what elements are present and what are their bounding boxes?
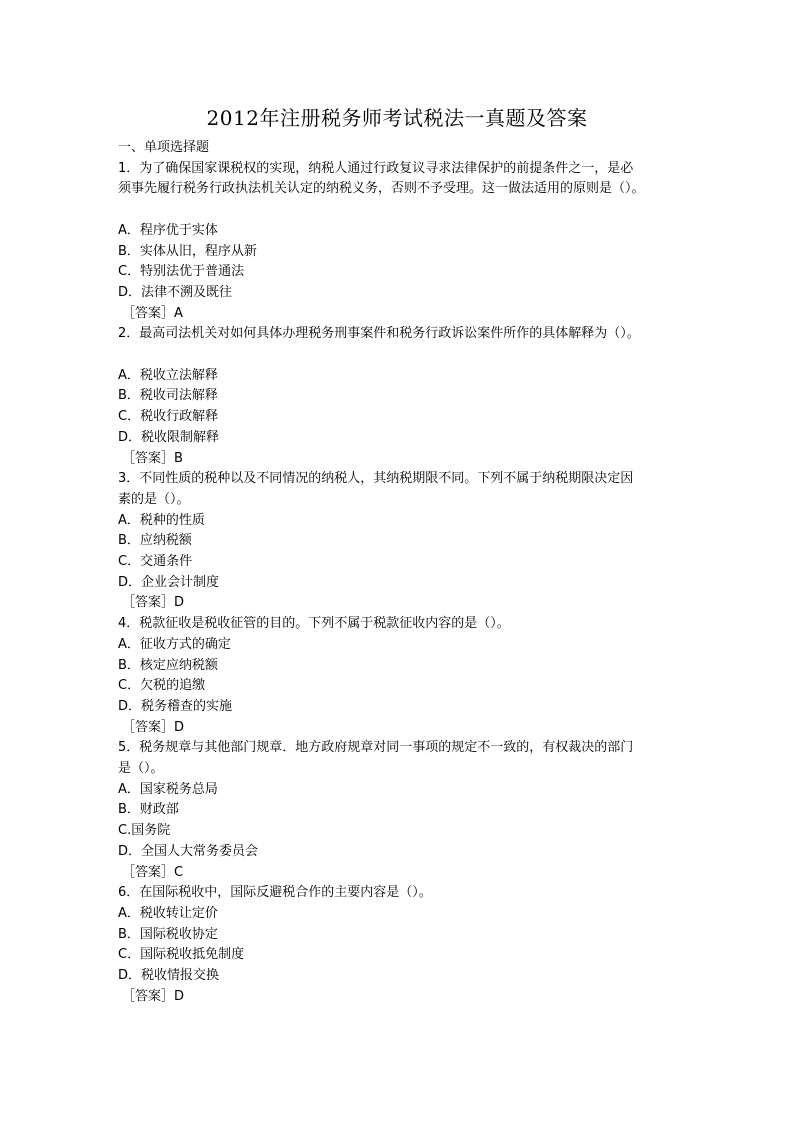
question-stem-line: 3．不同性质的税种以及不同情况的纳税人，其纳税期限不同。下列不属于纳税期限决定因 — [118, 471, 634, 487]
option-a: A．税收立法解释 — [118, 367, 218, 383]
answer-line: ［答案］B — [122, 450, 183, 466]
answer-line: ［答案］D — [122, 719, 185, 735]
question-3 — [118, 469, 688, 614]
document-title: 2012年注册税务师考试税法一真题及答案 — [206, 106, 588, 130]
option-a: A．国家税务总局 — [118, 781, 218, 797]
question-4 — [118, 614, 688, 738]
option-a: A．税种的性质 — [118, 512, 205, 528]
option-d: D．法律不溯及既往 — [118, 284, 233, 300]
option-d: D．企业会计制度 — [118, 574, 220, 590]
question-5 — [118, 738, 688, 883]
option-b: B．应纳税额 — [118, 533, 192, 549]
spacer — [118, 345, 688, 366]
spacer — [118, 200, 688, 221]
option-a: A．税收转让定价 — [118, 905, 218, 921]
option-b: B．实体从旧，程序从新 — [118, 243, 257, 259]
answer-line: ［答案］D — [122, 595, 185, 611]
question-1 — [118, 159, 688, 325]
question-stem-line: 6．在国际税收中，国际反避税合作的主要内容是（）。 — [118, 885, 432, 901]
option-d: D．税收限制解释 — [118, 429, 220, 445]
question-stem-line: 5．税务规章与其他部门规章．地方政府规章对同一事项的规定不一致的，有权裁决的部门 — [118, 740, 634, 756]
question-stem-line: 4．税款征收是税收征管的目的。下列不属于税款征收内容的是（）。 — [118, 616, 510, 632]
answer-line: ［答案］C — [122, 864, 184, 880]
question-stem-line: 1．为了确保国家课税权的实现，纳税人通过行政复议寻求法律保护的前提条件之一，是必 — [118, 160, 634, 176]
question-stem-line: 素的是（）。 — [118, 491, 190, 507]
option-b: B．核定应纳税额 — [118, 657, 218, 673]
answer-line: ［答案］D — [122, 988, 185, 1004]
option-c: C．税收行政解释 — [118, 409, 219, 425]
section-heading: 一、单项选择题 — [118, 140, 210, 155]
option-d: D．税收情报交换 — [118, 968, 220, 984]
option-b: B．税收司法解释 — [118, 388, 218, 404]
question-2 — [118, 324, 688, 469]
option-c: C．特别法优于普通法 — [118, 264, 245, 280]
option-c: C．国际税收抵免制度 — [118, 947, 245, 963]
option-d: D．全国人大常务委员会 — [118, 843, 259, 859]
question-6 — [118, 883, 688, 1007]
option-a: A．程序优于实体 — [118, 222, 218, 238]
answer-line: ［答案］A — [122, 305, 183, 321]
question-stem-line: 须事先履行税务行政执法机关认定的纳税义务，否则不予受理。这一做法适用的原则是（）。 — [118, 181, 645, 197]
question-stem-line: 2．最高司法机关对如何具体办理税务刑事案件和税务行政诉讼案件所作的具体解释为（）。 — [118, 326, 640, 342]
option-c: C．欠税的追缴 — [118, 678, 206, 694]
option-c: C．交通条件 — [118, 554, 193, 570]
document-body — [118, 138, 688, 1008]
question-stem-line: 是（）。 — [118, 761, 164, 777]
option-a: A．征收方式的确定 — [118, 636, 231, 652]
option-c: C.国务院 — [118, 823, 171, 839]
option-b: B．国际税收协定 — [118, 926, 218, 942]
option-b: B．财政部 — [118, 802, 179, 818]
option-d: D．税务稽查的实施 — [118, 698, 233, 714]
